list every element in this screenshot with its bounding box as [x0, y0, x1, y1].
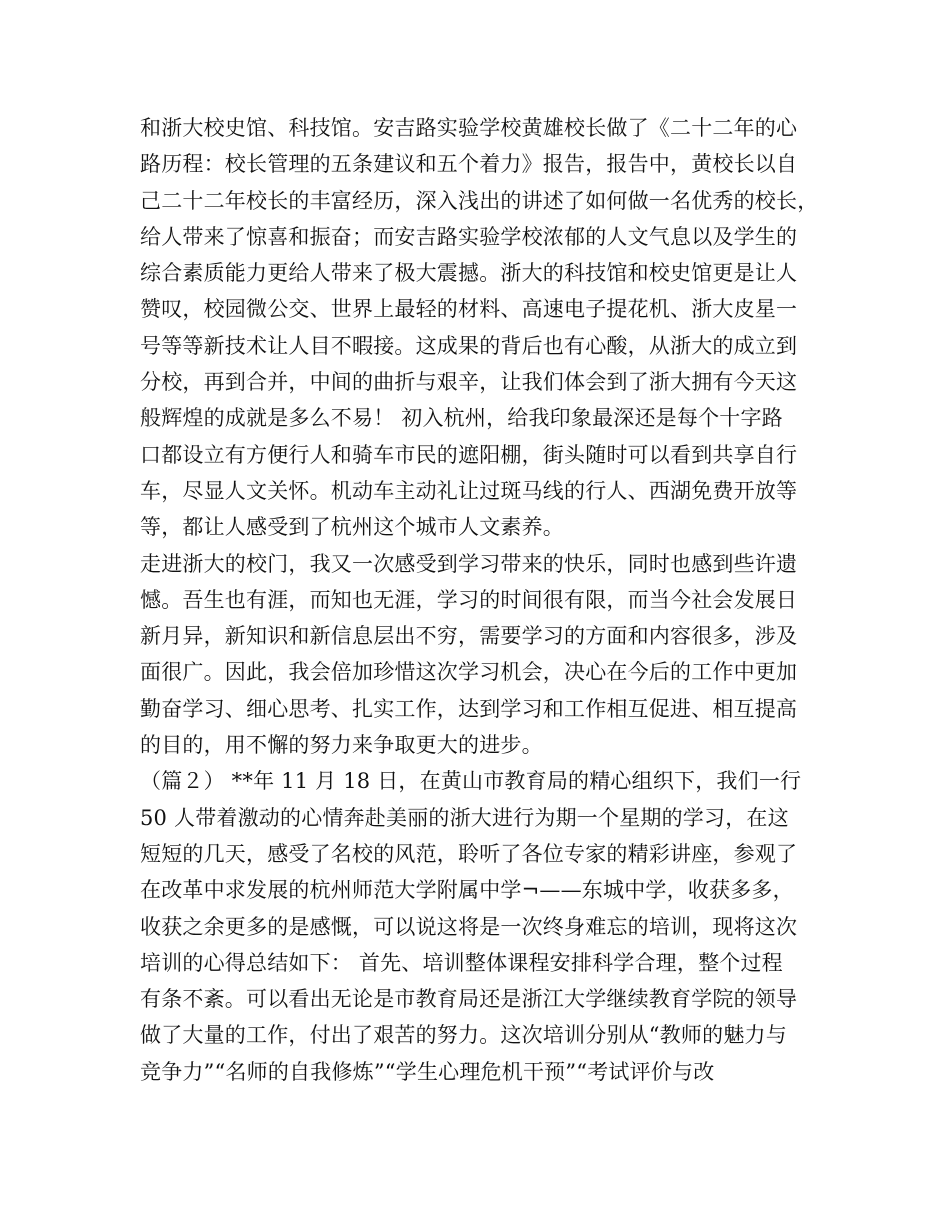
- text-line: 综合素质能力更给人带来了极大震撼。浙大的科技馆和校史馆更是让人: [140, 261, 798, 286]
- text-line: 口都设立有方便行人和骑车市民的遮阳棚，街头随时可以看到共享自行: [140, 442, 798, 467]
- text-line: 般辉煌的成就是多么不易！ 初入杭州，给我印象最深还是每个十字路: [140, 406, 783, 431]
- text-line: 50 人带着激动的心情奔赴美丽的浙大进行为期一个星期的学习，在这: [140, 805, 789, 830]
- text-line: 路历程：校长管理的五条建议和五个着力》报告，报告中，黄校长以自: [140, 152, 798, 177]
- text-line: 赞叹，校园微公交、世界上最轻的材料、高速电子提花机、浙大皮星一: [140, 297, 798, 322]
- text-line: 勤奋学习、细心思考、扎实工作，达到学习和工作相互促进、相互提高: [140, 696, 798, 721]
- text-line: 在改革中求发展的杭州师范大学附属中学¬——东城中学，收获多多，: [140, 878, 794, 903]
- text-line: 收获之余更多的是感慨，可以说这将是一次终身难忘的培训，现将这次: [140, 914, 798, 939]
- text-line: 等，都让人感受到了杭州这个城市人文素养。: [140, 515, 564, 540]
- text-line: 竞争力”“名师的自我修炼”“学生心理危机干预”“考试评价与改: [140, 1059, 715, 1084]
- text-line: 分校，再到合并，中间的曲折与艰辛，让我们体会到了浙大拥有今天这: [140, 370, 798, 395]
- text-line: 己二十二年校长的丰富经历，深入浅出的讲述了如何做一名优秀的校长，: [140, 188, 819, 213]
- text-line: 憾。吾生也有涯，而知也无涯，学习的时间很有限，而当今社会发展日: [140, 587, 798, 612]
- text-line: 的目的，用不懈的努力来争取更大的进步。: [140, 733, 543, 758]
- text-line: 给人带来了惊喜和振奋；而安吉路实验学校浓郁的人文气息以及学生的: [140, 224, 798, 249]
- text-line: 车，尽显人文关怀。机动车主动礼让过斑马线的行人、西湖免费开放等: [140, 478, 798, 503]
- text-line: 和浙大校史馆、科技馆。安吉路实验学校黄雄校长做了《二十二年的心: [140, 116, 798, 140]
- body-text: [140, 110, 830, 1090]
- text-line: 短短的几天，感受了名校的风范，聆听了各位专家的精彩讲座，参观了: [140, 841, 798, 866]
- text-line: （篇２） **年 11 月 18 日，在黄山市教育局的精心组织下，我们一行: [140, 769, 802, 794]
- text-line: 面很广。因此，我会倍加珍惜这次学习机会，决心在今后的工作中更加: [140, 660, 798, 685]
- text-line: 号等等新技术让人目不暇接。这成果的背后也有心酸，从浙大的成立到: [140, 333, 798, 358]
- text-line: 新月异，新知识和新信息层出不穷，需要学习的方面和内容很多，涉及: [140, 624, 798, 649]
- text-line: 做了大量的工作，付出了艰苦的努力。这次培训分别从“教师的魅力与: [140, 1023, 787, 1048]
- text-line: 有条不紊。可以看出无论是市教育局还是浙江大学继续教育学院的领导: [140, 987, 798, 1012]
- text-line: 培训的心得总结如下： 首先、培训整体课程安排科学合理，整个过程: [140, 950, 783, 975]
- text-line: 走进浙大的校门，我又一次感受到学习带来的快乐，同时也感到些许遗: [140, 551, 798, 576]
